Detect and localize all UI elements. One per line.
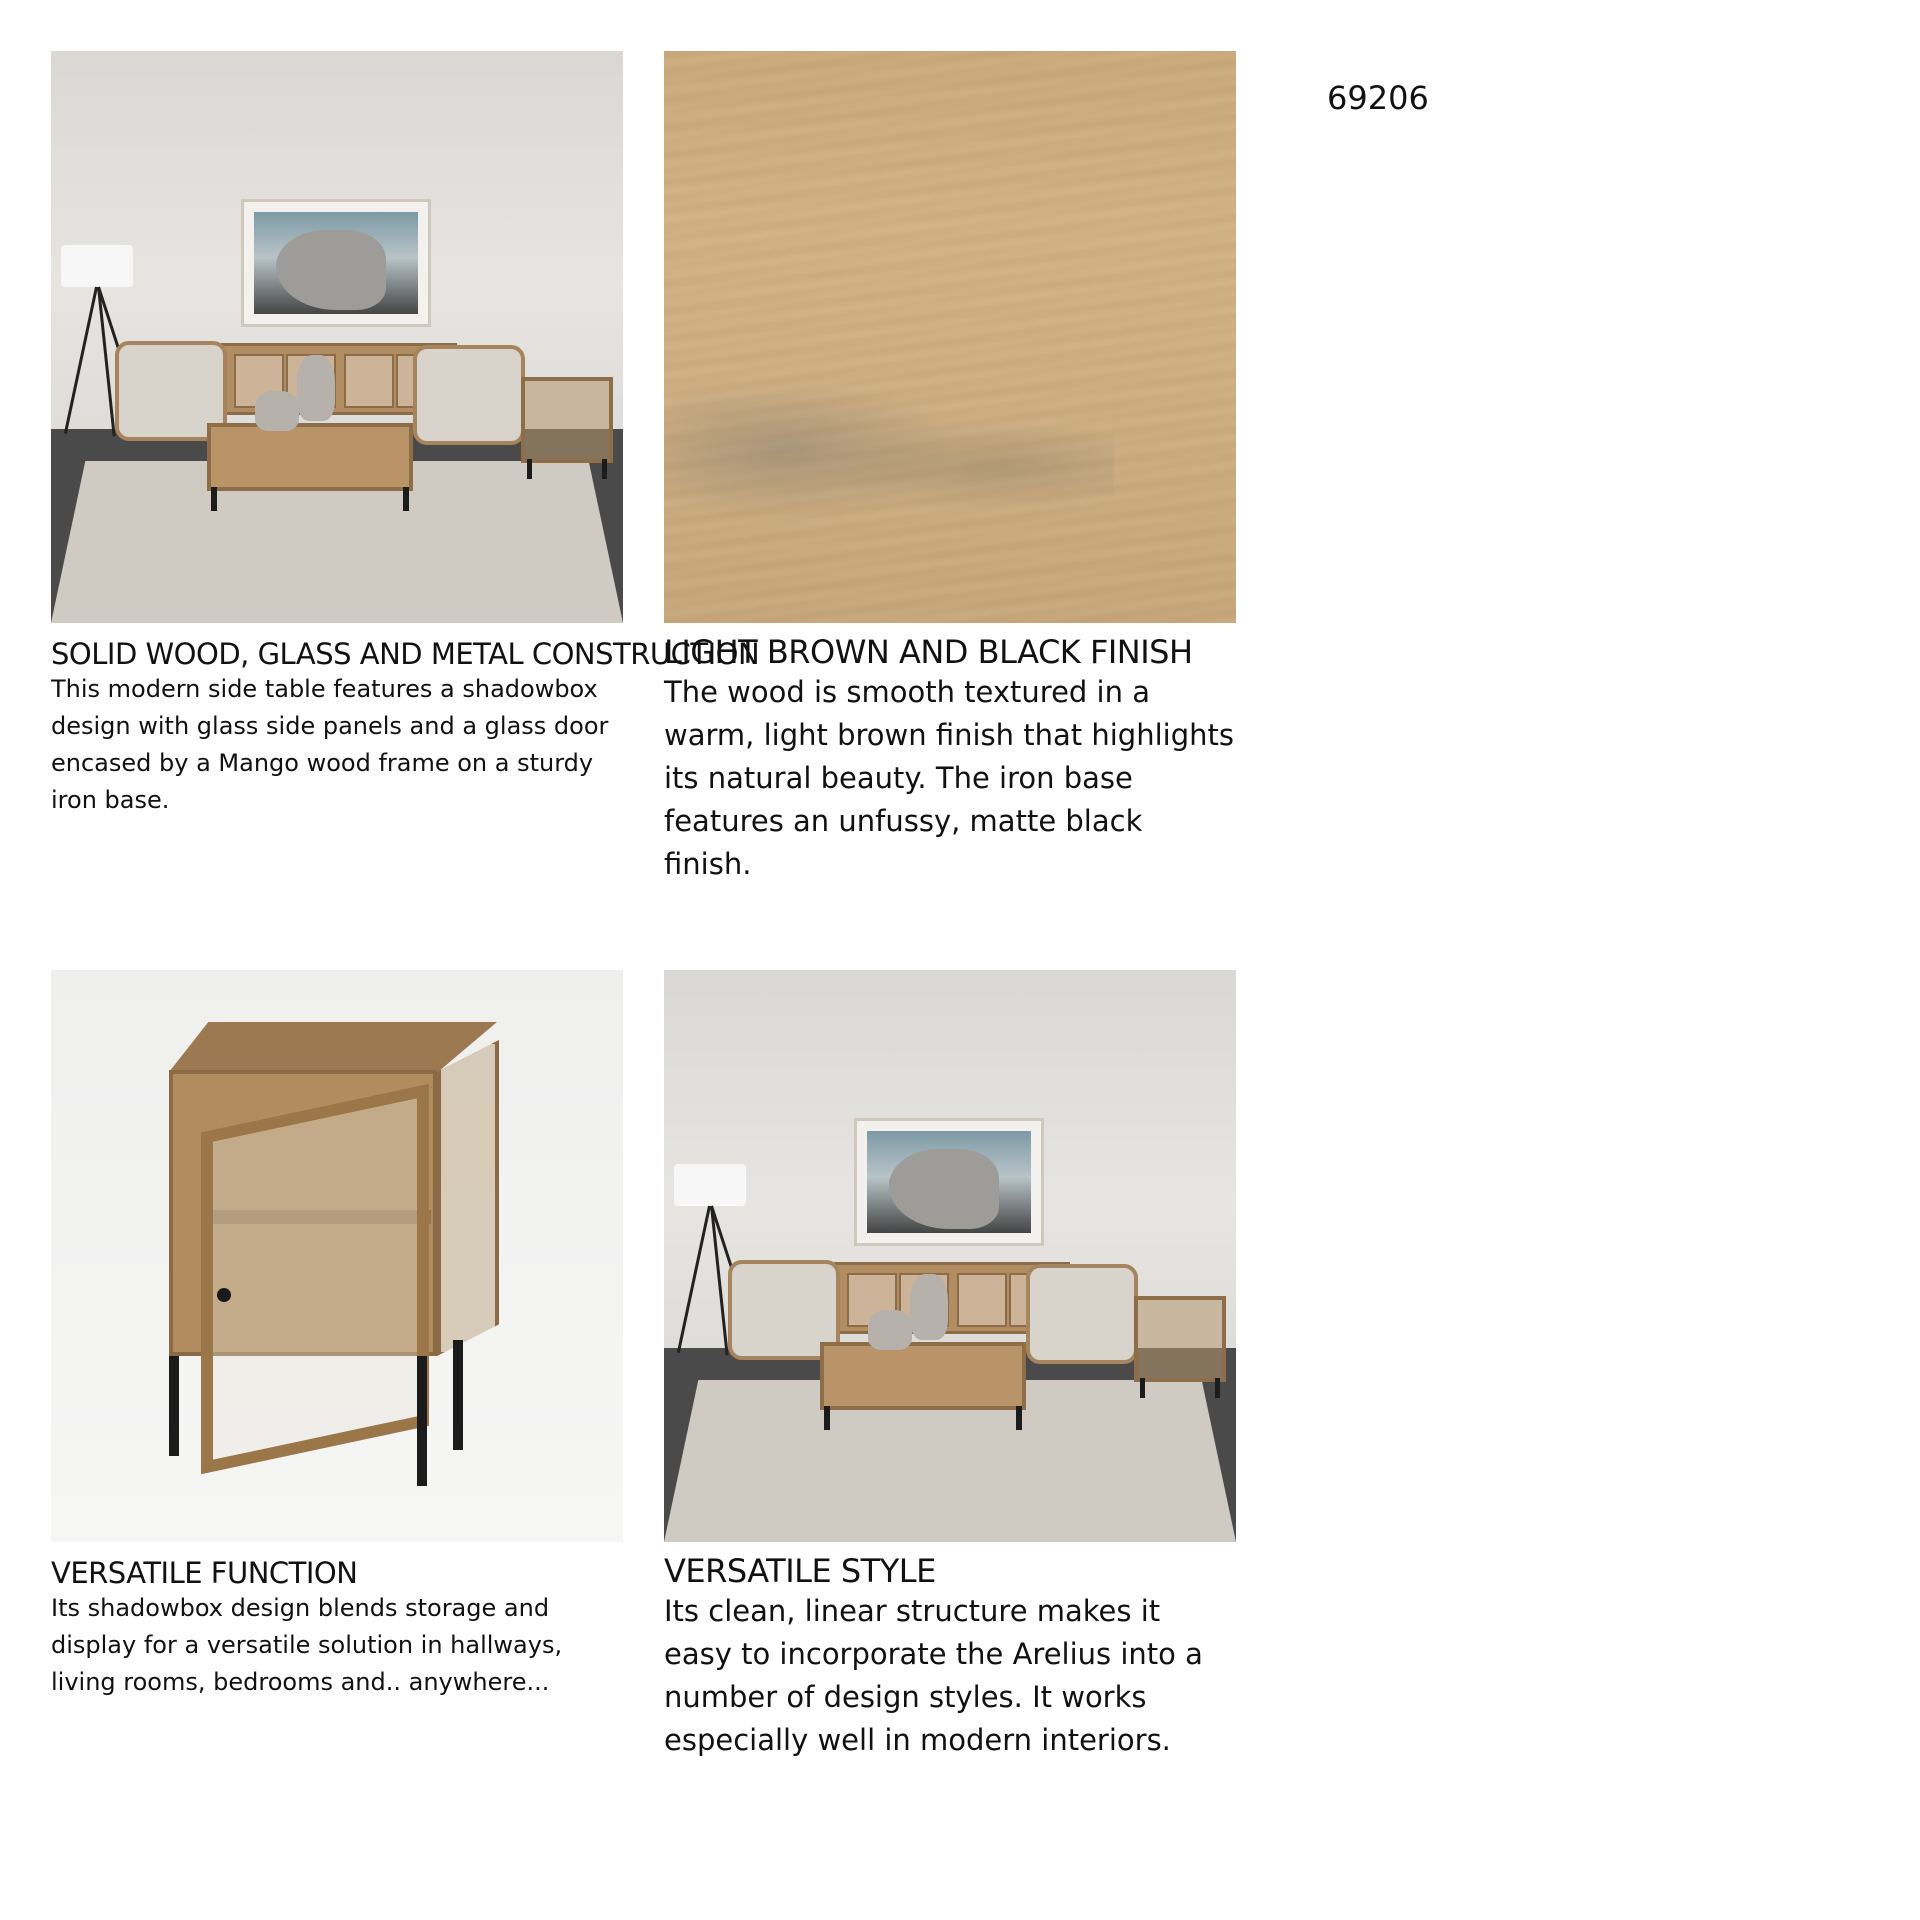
wood-grain-photo	[664, 51, 1236, 623]
feature-panel-style	[664, 970, 1236, 1762]
coffee-table	[207, 423, 413, 491]
living-room-photo	[51, 51, 623, 623]
panel-body: This modern side table features a shadowbox design with glass side panels and a glass door encased by a Mango wood frame on a sturdy iron base.	[51, 675, 609, 814]
armchair-right	[413, 345, 525, 445]
floor-lamp	[61, 245, 133, 287]
living-room-photo	[664, 970, 1236, 1542]
product-sku: 69206	[1327, 79, 1429, 117]
panel-body: Its clean, linear structure makes it easy to incorporate the Arelius into a number of design styles. It works especially well in modern interiors.	[664, 1594, 1203, 1757]
panel-title: LIGHT BROWN AND BLACK FINISH	[664, 633, 1193, 671]
feature-panel-finish	[664, 51, 1236, 886]
glass-door	[201, 1084, 429, 1474]
feature-panel-function	[51, 970, 623, 1701]
door-knob	[217, 1288, 231, 1302]
coffee-table	[820, 1342, 1026, 1410]
panel-title: SOLID WOOD, GLASS AND METAL CONSTRUCTION	[51, 637, 760, 671]
horse-artwork	[241, 199, 431, 327]
feature-panel-construction	[51, 51, 760, 819]
floor-lamp	[674, 1164, 746, 1206]
armchair-right	[1026, 1264, 1138, 1364]
panel-body: Its shadowbox design blends storage and display for a versatile solution in hallways, living rooms, bedrooms and.. anywhere...	[51, 1594, 563, 1696]
panel-title: VERSATILE FUNCTION	[51, 1556, 358, 1590]
horse-artwork	[854, 1118, 1044, 1246]
cabinet-product-photo	[51, 970, 623, 1542]
side-table	[1134, 1296, 1226, 1382]
panel-body: The wood is smooth textured in a warm, light brown finish that highlights its natural beauty. The iron base features an unfussy, matte black finish.	[664, 675, 1234, 881]
side-table	[521, 377, 613, 463]
panel-title: VERSATILE STYLE	[664, 1552, 936, 1590]
